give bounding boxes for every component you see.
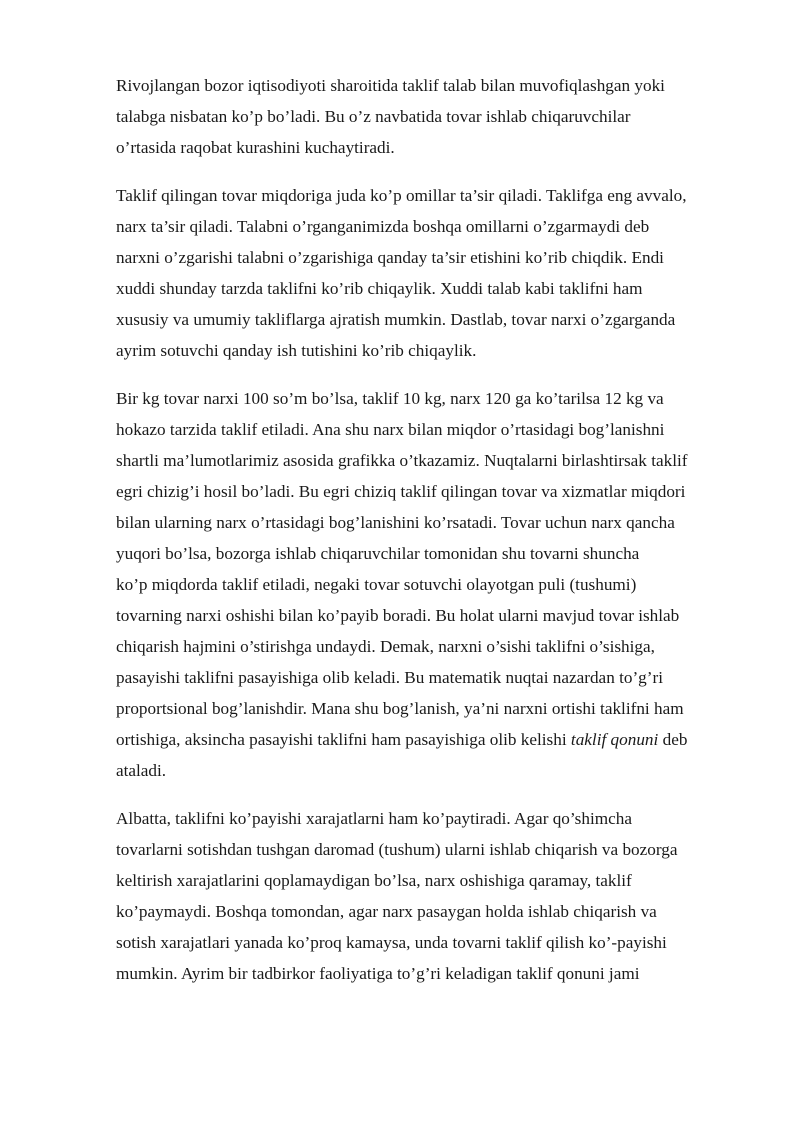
text-line: mumkin. Ayrim bir tadbirkor faoliyatiga to’g’ri keladigan taklif qonuni jami [116,964,640,983]
text-line: narx ta’sir qiladi. Talabni o’rganganimizda boshqa omillarni o’zgarmaydi deb [116,217,650,236]
text-line: o’rtasida raqobat kurashini kuchaytiradi. [116,138,395,157]
text-line: xuddi shunday tarzda taklifni ko’rib chiqaylik. Xuddi talab kabi taklifni ham [116,279,643,298]
text-line: ko’paymaydi. Boshqa tomondan, agar narx pasaygan holda ishlab chiqarish va [116,902,657,921]
text-line: ayrim sotuvchi qanday ish tutishini ko’rib chiqaylik. [116,341,477,360]
text-line: sotish xarajatlari yanada ko’proq kamaysa, unda tovarni taklif qilish ko’-payishi [116,933,667,952]
law-term-emphasis: taklif qonuni [570,730,659,749]
text-line: keltirish xarajatlarini qoplamaydigan bo’lsa, narx oshishiga qaramay, taklif [116,871,632,890]
text-line [116,724,752,755]
text-line: yuqori bo’lsa, bozorga ishlab chiqaruvchilar tomonidan shu tovarni shuncha [116,544,640,563]
text-line: tovarlarni sotishdan tushgan daromad (tushum) ularni ishlab chiqarish va bozorga [116,840,678,859]
text-line: Albatta, taklifni ko’payishi xarajatlarni ham ko’paytiradi. Agar qo’shimcha [116,809,632,828]
text-line: pasayishi taklifni pasayishiga olib keladi. Bu matematik nuqtai nazardan to’g’ri [116,668,663,687]
paragraph-4 [116,803,752,989]
text-line: shartli ma’lumotlarimiz asosida grafikka o’tkazamiz. Nuqtalarni birlashtirsak taklif [116,451,688,470]
text-line: xususiy va umumiy takliflarga ajratish mumkin. Dastlab, tovar narxi o’zgarganda [116,310,676,329]
text-line: bilan ularning narx o’rtasidagi bog’lanishini ko’rsatadi. Tovar uchun narx qancha [116,513,675,532]
text-line: hokazo tarzida taklif etiladi. Ana shu narx bilan miqdor o’rtasidagi bog’lanishni [116,420,665,439]
text-line: ko’p miqdorda taklif etiladi, negaki tovar sotuvchi olayotgan puli (tushumi) [116,575,637,594]
document-page [116,70,752,1006]
text-line: ataladi. [116,761,167,780]
text-line: talabga nisbatan ko’p bo’ladi. Bu o’z navbatida tovar ishlab chiqaruvchilar [116,107,631,126]
text-line: narxni o’zgarishi talabni o’zgarishiga qanday ta’sir etishini ko’rib chiqdik. Endi [116,248,664,267]
text-line: egri chizig’i hosil bo’ladi. Bu egri chiziq taklif qilingan tovar va xizmatlar miqdori [116,482,686,501]
paragraph-3 [116,383,752,786]
text-line: Bir kg tovar narxi 100 so’m bo’lsa, taklif 10 kg, narx 120 ga ko’tarilsa 12 kg va [116,389,664,408]
text-line: Taklif qilingan tovar miqdoriga juda ko’p omillar ta’sir qiladi. Taklifga eng avvalo, [116,186,687,205]
paragraph-1 [116,70,752,163]
law-line-prefix: ortishiga, aksincha pasayishi taklifni ham pasayishiga olib kelishi [116,730,571,749]
text-line: Rivojlangan bozor iqtisodiyoti sharoitida taklif talab bilan muvofiqlashgan yoki [116,76,665,95]
text-line: tovarning narxi oshishi bilan ko’payib boradi. Bu holat ularni mavjud tovar ishlab [116,606,680,625]
text-line: proportsional bog’lanishdir. Mana shu bog’lanish, ya’ni narxni ortishi taklifni ham [116,699,684,718]
text-line: chiqarish hajmini o’stirishga undaydi. Demak, narxni o’sishi taklifni o’sishiga, [116,637,655,656]
paragraph-2 [116,180,752,366]
law-line-suffix: deb [658,730,688,749]
